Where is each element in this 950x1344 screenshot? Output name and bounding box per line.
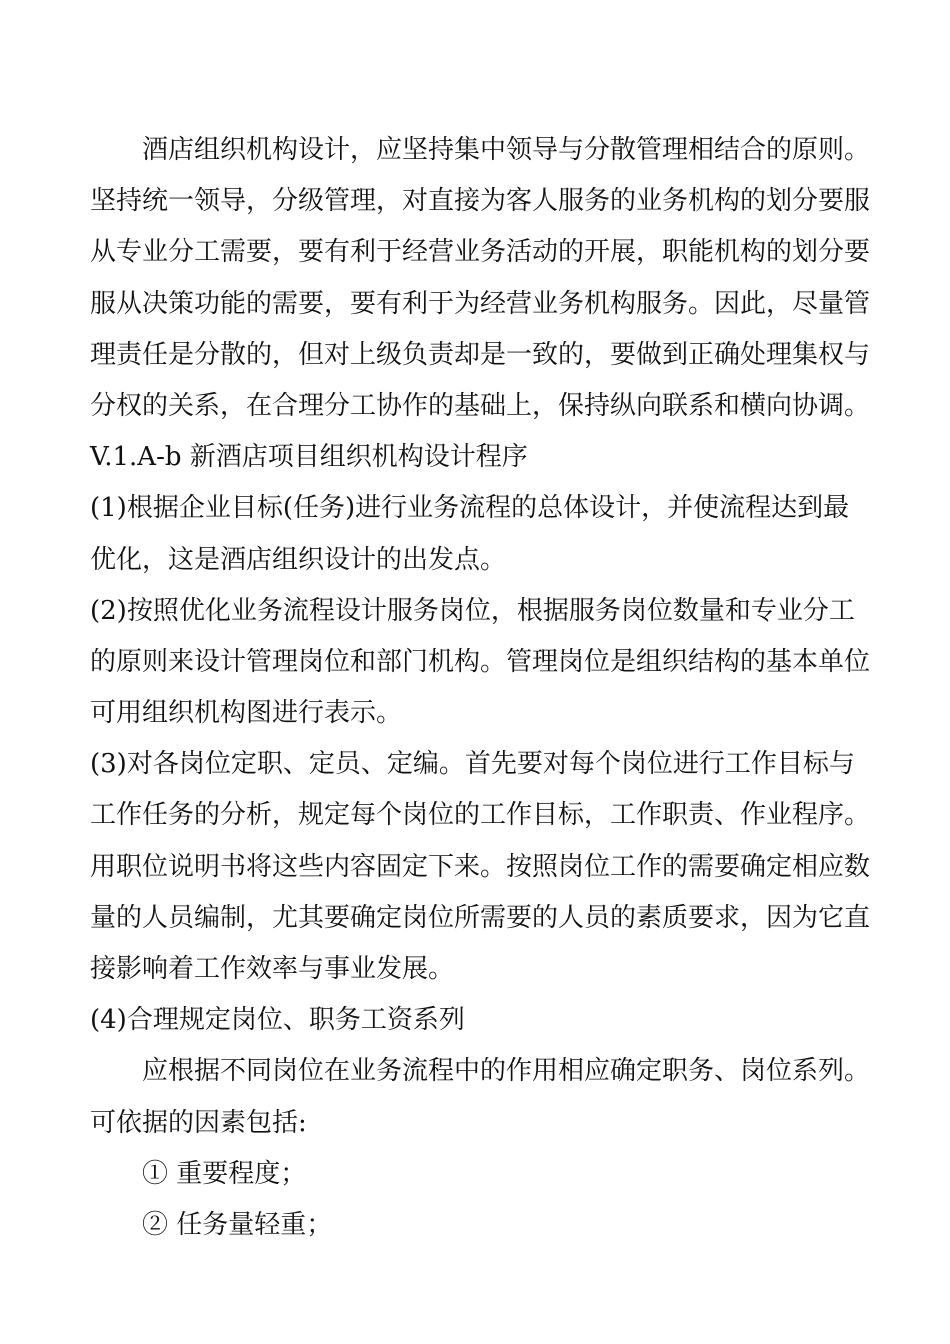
paragraph-line: 坚持统一领导，分级管理，对直接为客人服务的业务机构的划分要服	[90, 186, 871, 217]
step-line: (1)根据企业目标(任务)进行业务流程的总体设计，并使流程达到最	[90, 493, 850, 524]
document-body	[90, 125, 870, 1251]
step-line: 用职位说明书将这些内容固定下来。按照岗位工作的需要确定相应数	[90, 851, 871, 882]
step-line: 量的人员编制，尤其要确定岗位所需要的人员的素质要求，因为它直	[90, 902, 871, 933]
step-line: 可用组织机构图进行表示。	[90, 698, 403, 729]
paragraph-line: 可依据的因素包括:	[90, 1107, 307, 1138]
paragraph-line: 理责任是分散的，但对上级负责却是一致的，要做到正确处理集权与	[90, 339, 871, 370]
step-line: 优化，这是酒店组织设计的出发点。	[90, 544, 507, 575]
paragraph-line: 分权的关系，在合理分工协作的基础上，保持纵向联系和横向协调。	[90, 390, 871, 421]
paragraph-line: 服从决策功能的需要，要有利于为经营业务机构服务。因此，尽量管	[90, 288, 871, 319]
step-line: 接影响着工作效率与事业发展。	[90, 954, 455, 984]
step-line: (3)对各岗位定职、定员、定编。首先要对每个岗位进行工作目标与	[90, 749, 855, 780]
list-item: ① 重要程度；	[142, 1158, 307, 1189]
step-line: (2)按照优化业务流程设计服务岗位，根据服务岗位数量和专业分工	[90, 595, 855, 626]
paragraph-line: 应根据不同岗位在业务流程中的作用相应确定职务、岗位系列。	[142, 1056, 871, 1087]
paragraph-line: 从专业分工需要，要有利于经营业务活动的开展，职能机构的划分要	[90, 237, 871, 268]
list-item: ② 任务量轻重；	[142, 1209, 333, 1240]
step-line: 的原则来设计管理岗位和部门机构。管理岗位是组织结构的基本单位	[90, 646, 871, 677]
step-line: 工作任务的分析，规定每个岗位的工作目标，工作职责、作业程序。	[90, 800, 871, 831]
section-heading: V.1.A-b 新酒店项目组织机构设计程序	[90, 442, 528, 473]
paragraph-line: 酒店组织机构设计，应坚持集中领导与分散管理相结合的原则。	[142, 135, 871, 165]
step-line: (4)合理规定岗位、职务工资系列	[90, 1005, 465, 1036]
